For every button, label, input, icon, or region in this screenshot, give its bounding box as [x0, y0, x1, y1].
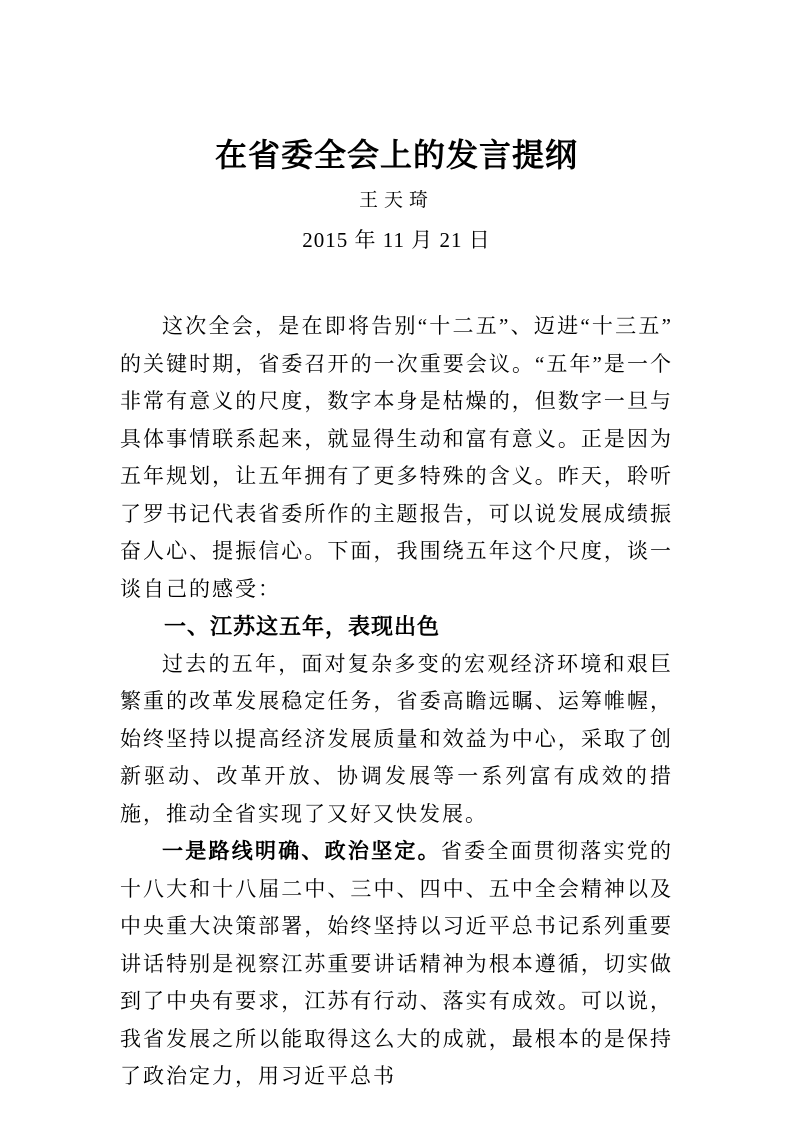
- document-title: 在省委全会上的发言提纲: [214, 137, 578, 173]
- paragraph-body-text: 省委全面贯彻落实党的十八大和十八届二中、三中、四中、五中全会精神以及中央重大决策部署，始终坚持以习近平总书记系列重要讲话特别是视察江苏重要讲话精神为根本遵循，切实做到了中央有要求，江苏有行动、落实有成效。可以说，我省发展之所以能取得这么大的成就，最根本的是保持了政治定力，用习近平总书: [120, 839, 674, 1088]
- document-body: [120, 308, 673, 1096]
- body-paragraph-overview: 过去的五年，面对复杂多变的宏观经济环境和艰巨繁重的改革发展稳定任务，省委高瞻远瞩、运筹帷幄，始终坚持以提高经济发展质量和效益为中心，采取了创新驱动、改革开放、协调发展等一系列富有成效的措施，推动全省实现了又好又快发展。: [120, 651, 673, 826]
- paragraph-bold-lead: 一是路线明确、政治坚定。: [162, 839, 441, 863]
- body-paragraph-point-1: [120, 833, 673, 1096]
- body-paragraph-intro: 这次全会，是在即将告别“十二五”、迈进“十三五”的关键时期，省委召开的一次重要会议。“五年”是一个非常有意义的尺度，数字本身是枯燥的，但数字一旦与具体事情联系起来，就显得生动和富有意义。正是因为五年规划，让五年拥有了更多特殊的含义。昨天，聆听了罗书记代表省委所作的主题报告，可以说发展成绩振奋人心、提振信心。下面，我围绕五年这个尺度，谈一谈自己的感受：: [120, 314, 673, 601]
- section-heading-1: 一、江苏这五年，表现出色: [164, 614, 441, 639]
- date-line: 2015 年 11 月 21 日: [302, 228, 491, 252]
- author-byline: 王天琦: [358, 190, 434, 211]
